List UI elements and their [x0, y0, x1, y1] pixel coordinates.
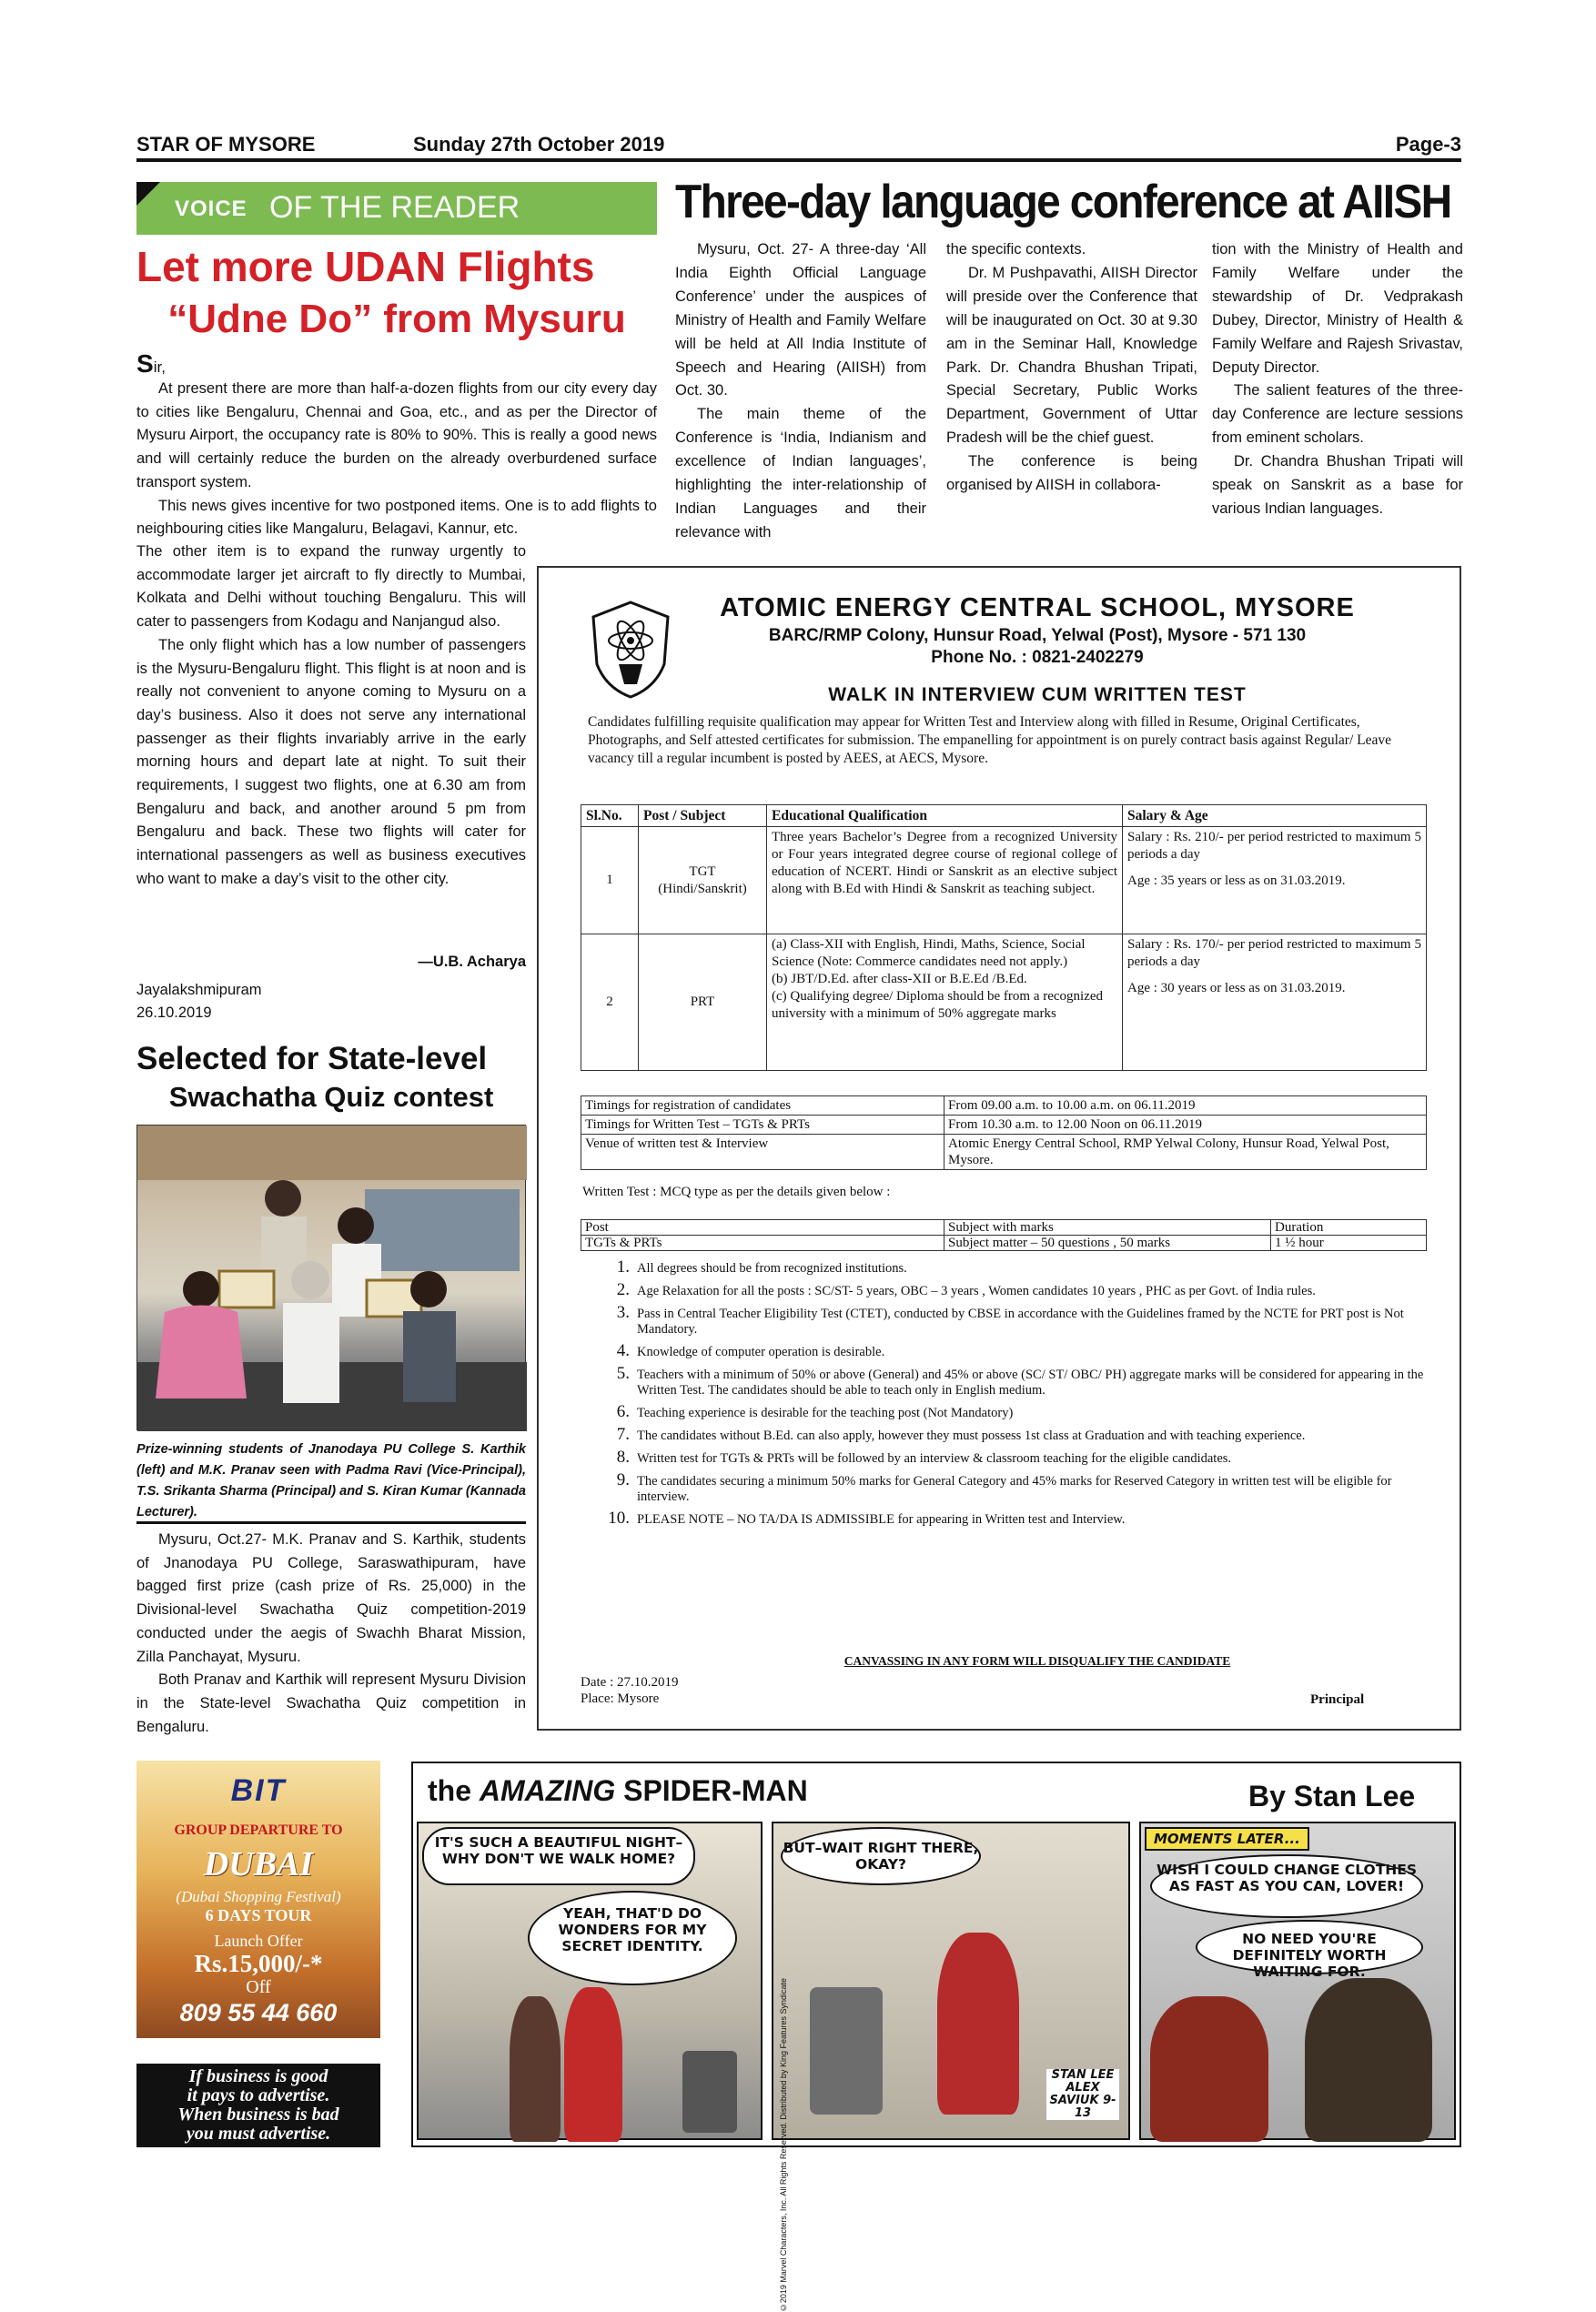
row-qualification: (a) Class-XII with English, Hindi, Maths, Science, Social Science (Note: Commerce candidates need not apply.) (b) JBT/D.Ed. after class-XII or B.E.Ed /B.Ed. (c) Qualifying degree/ Diploma should be from a recognized university with a minimum of 50% aggregate marks [767, 934, 1123, 1071]
ad-signatory: Principal [1310, 1692, 1365, 1707]
timing-value: From 10.30 a.m. to 12.00 Noon on 06.11.2019 [944, 1116, 1427, 1135]
canvassing-warning: CANVASSING IN ANY FORM WILL DISQUALIFY THE CANDIDATE [843, 1654, 1231, 1668]
ad-line: you must advertise. [186, 2124, 331, 2144]
list-item: 5. Teachers with a minimum of 50% or above (General) and 45% or above (SC/ ST/ OBC/ PH) aggregate marks will be considered for appearing in the Written Test. The candidates should be able to teach only in English medium. [616, 1364, 1424, 1398]
conference-column-1 [675, 238, 926, 545]
letter-paragraph-2-end: The other item is to expand the runway urgently to accommodate larger jet aircraft to fly directly to Mumbai, Kolkata and Delhi without touching Bengaluru. This will cater to passengers from Kodagu and Nanjangud also. [136, 543, 526, 631]
letter-paragraph-1: At present there are more than half-a-dozen flights from our city every day to cities like Bengaluru, Chennai and Goa, etc., and as per the Director of Mysuru Airport, the occupancy rate is 80% to 90%. This is really a good news and will certainly reduce the burden on the already overburdened surface transport system. [136, 380, 657, 490]
column-header: Subject with marks [944, 1220, 1271, 1236]
school-phone: Phone No. : 0821-2402279 [931, 648, 1144, 667]
quiz-subheadline: Swachatha Quiz contest [168, 1081, 494, 1113]
conference-paragraph: Mysuru, Oct. 27- A three-day ‘All India Eighth Official Language Conference’ under the auspices of Ministry of Health and Family Welfare will be held at All India Institute of Speech and Hearing (AIISH) from Oct. 30. [675, 241, 926, 399]
speech-bubble: BUT–WAIT RIGHT THERE, OKAY? [781, 1827, 981, 1885]
letter-date: 26.10.2019 [136, 1005, 212, 1021]
conference-paragraph: Dr. M Pushpavathi, AIISH Director will preside over the Conference that will be inaugurated on Oct. 30 at 9.30 am in the Seminar Hall, Knowledge Park. Dr. Chandra Bhushan Tripati, Special Secretary, Public Works Department, Government of Uttar Pradesh will be the chief guest. [946, 264, 1197, 447]
conference-paragraph: Dr. Chandra Bhushan Tripati will speak on Sanskrit as a base for various Indian languages. [1212, 453, 1463, 517]
bit-logo: BIT [230, 1773, 287, 1808]
note-text: Written test for TGTs & PRTs will be followed by an interview & classroom teaching for the eligible candidates. [637, 1451, 1232, 1466]
comic-title-italic: AMAZING [479, 1774, 616, 1807]
column-header: Duration [1271, 1220, 1427, 1236]
ad-line: (Dubai Shopping Festival) [176, 1888, 341, 1905]
column-header: Educational Qualification [767, 805, 1123, 827]
list-item: 2. Age Relaxation for all the posts : SC/ST- 5 years, OBC – 3 years , Women candidates 10 years , PHC as per Govt. of India rules. [616, 1280, 1316, 1299]
timing-label: Timings for Written Test – TGTs & PRTs [581, 1116, 944, 1135]
letter-paragraph-3: The only flight which has a low number of passengers is the Mysuru-Bengaluru flight. This flight is at noon and is really not convenient to anyone coming to Mysuru on a day’s business. Also it does not serve any international passenger as their flights invariably arrive in the early morning hours and depart late at night. To suit their requirements, I suggest two flights, one at 6.30 am from Bengaluru and back, and another around 5 pm from Bengaluru and back. These two flights will cater for international passengers as well as business executives who want to make a day’s visit to the other city. [136, 636, 526, 887]
row-post: TGT (Hindi/Sanskrit) [639, 827, 767, 934]
ad-phone: 809 55 44 660 [179, 1999, 338, 2026]
list-item: 6. Teaching experience is desirable for the teaching post (Not Mandatory) [616, 1402, 1014, 1421]
speech-bubble: WISH I COULD CHANGE CLOTHES AS FAST AS YOU CAN, LOVER! [1150, 1854, 1423, 1918]
list-item: 10. PLEASE NOTE – NO TA/DA IS ADMISSIBLE for appearing in Written test and Interview. [608, 1509, 1126, 1528]
row-age: Age : 30 years or less as on 31.03.2019. [1127, 981, 1346, 995]
column-header: Post / Subject [639, 805, 767, 827]
timing-label: Venue of written test & Interview [581, 1135, 944, 1170]
house-advertisement [136, 2064, 380, 2147]
comic-panel-1 [417, 1822, 763, 2140]
travel-advertisement [136, 1761, 380, 2038]
newspaper-name: STAR OF MYSORE [136, 133, 316, 156]
letter-address [136, 979, 262, 1025]
note-text: Knowledge of computer operation is desirable. [637, 1345, 885, 1359]
ad-date: Date : 27.10.2019 [581, 1675, 679, 1690]
salutation-rest: ir, [153, 358, 166, 376]
ad-line: 6 DAYS TOUR [205, 1906, 312, 1924]
timings-table [581, 1095, 1427, 1170]
ad-line: Launch Offer [214, 1932, 303, 1950]
note-text: Age Relaxation for all the posts : SC/ST- 5 years, OBC – 3 years , Women candidates 10 years , PHC as per Govt. of India rules. [637, 1284, 1316, 1298]
note-text: The candidates without B.Ed. can also apply, however they must possess 1st class at Graduation and with teaching experience. [637, 1429, 1306, 1443]
ad-place: Place: Mysore [581, 1691, 660, 1706]
quiz-body [136, 1529, 526, 1739]
list-item: 8. Written test for TGTs & PRTs will be followed by an interview & classroom teaching for the eligible candidates. [616, 1448, 1232, 1467]
note-text: All degrees should be from recognized institutions. [637, 1261, 907, 1276]
ad-line: When business is bad [177, 2105, 339, 2125]
interview-intro: Candidates fulfilling requisite qualification may appear for Written Test and Interview along with filled in Resume, Original Certificates, Photographs, and Self attested certificates for submission. The empanelling for appointment is on purely contract basis against Regular/ Leave vacancy till a regular incumbent is posted by AEES, at AECS, Mysore. [588, 714, 1391, 766]
ad-line: it pays to advertise. [187, 2085, 330, 2105]
letter-signature: —U.B. Acharya [418, 954, 526, 970]
conference-paragraph: The conference is being organised by AIISH in collabora- [946, 453, 1197, 494]
list-item: 7. The candidates without B.Ed. can also apply, however they must possess 1st class at Graduation and with teaching experience. [616, 1425, 1306, 1444]
quiz-headline: Selected for State-level [136, 1041, 488, 1076]
letter-paragraph-2-start: This news gives incentive for two postponed items. One is to add flights to neighbouring cities like Mangaluru, Belagavi, Kannur, etc. [136, 497, 657, 538]
conference-column-2 [946, 238, 1197, 498]
table-row [581, 934, 1427, 1071]
conference-column-3 [1212, 238, 1463, 521]
page-number: Page-3 [1395, 133, 1461, 156]
woman-figure [510, 1996, 561, 2142]
banner-corner-icon [136, 182, 160, 206]
written-test-note: Written Test : MCQ type as per the details given below : [582, 1185, 891, 1199]
spiderman-figure [564, 1987, 622, 2142]
salutation [136, 349, 166, 379]
school-name: ATOMIC ENERGY CENTRAL SCHOOL, MYSORE [720, 593, 1355, 622]
note-text: Pass in Central Teacher Eligibility Test (CTET), conducted by CBSE in accordance with the Guidelines framed by the NCTE for PRT post is Not Mandatory. [637, 1307, 1404, 1337]
table-row [581, 1236, 1427, 1251]
banner-word-rest: OF THE READER [269, 190, 520, 225]
quiz-paragraph-2: Both Pranav and Karthik will represent Mysuru Division in the State-level Swachatha Quiz competition in Bengaluru. [136, 1671, 526, 1735]
table-row [581, 827, 1427, 934]
letter-body-bottom [136, 540, 526, 892]
row-serial: 1 [581, 827, 639, 934]
note-text: Teaching experience is desirable for the teaching post (Not Mandatory) [637, 1406, 1014, 1420]
comic-credit: STAN LEE ALEX SAVIUK 9-13 [1046, 2069, 1119, 2120]
speech-bubble: IT'S SUCH A BEAUTIFUL NIGHT–WHY DON'T WE WALK HOME? [422, 1827, 695, 1885]
test-subject: Subject matter – 50 questions , 50 marks [944, 1236, 1271, 1251]
timing-value: Atomic Energy Central School, RMP Yelwal Colony, Hunsur Road, Yelwal Post, Mysore. [944, 1135, 1427, 1170]
test-table [581, 1219, 1427, 1251]
comic-title [428, 1774, 808, 1808]
comic-panel-3 [1139, 1822, 1456, 2140]
ad-line: If business is good [188, 2066, 328, 2086]
row-salary: Salary : Rs. 210/- per period restricted to maximum 5 periods a day [1127, 830, 1421, 862]
header-rule [136, 158, 1461, 162]
row-post: PRT [639, 934, 767, 1071]
table-header-row [581, 1220, 1427, 1236]
woman-figure [1150, 1996, 1268, 2142]
comic-copyright: ©2019 Marvel Characters, Inc. All Rights Reserved. Distributed by King Features Syndicate [779, 1978, 788, 2312]
note-text: PLEASE NOTE – NO TA/DA IS ADMISSIBLE for appearing in Written test and Interview. [637, 1512, 1126, 1527]
test-post: TGTs & PRTs [581, 1236, 944, 1251]
issue-date: Sunday 27th October 2019 [413, 133, 665, 156]
note-text: Teachers with a minimum of 50% or above (General) and 45% or above (SC/ ST/ OBC/ PH) aggregate marks will be considered for appearing in the Written Test. The candidates should be able to teach only in English medium. [637, 1368, 1424, 1398]
comic-title-pre: the [428, 1774, 480, 1807]
letter-body-top [136, 378, 657, 541]
trash-can [682, 2051, 737, 2133]
note-text: The candidates securing a minimum 50% marks for General Category and 45% marks for Reserved Category in written test will be eligible for interview. [637, 1474, 1392, 1504]
table-header-row [581, 805, 1427, 827]
conference-paragraph: tion with the Ministry of Health and Family Welfare under the stewardship of Dr. Vedprakash Dubey, Director, Ministry of Health & Family Welfare and Rajesh Srivastav, Deputy Director. [1212, 241, 1463, 376]
conference-paragraph: the specific contexts. [946, 241, 1086, 257]
interview-title: WALK IN INTERVIEW CUM WRITTEN TEST [828, 684, 1247, 705]
column-header: Sl.No. [581, 805, 639, 827]
photo-illustration [137, 1126, 527, 1431]
voice-of-reader-banner [136, 182, 657, 235]
row-salary-age [1123, 827, 1427, 934]
comic-panel-2 [772, 1822, 1130, 2312]
conference-headline: Three-day language conference at AIISH [675, 176, 1451, 228]
table-row [581, 1096, 1427, 1116]
list-item: 1. All degrees should be from recognized institutions. [616, 1257, 907, 1277]
table-row [581, 1116, 1427, 1135]
caption-rule [136, 1521, 526, 1524]
list-item: 9. The candidates securing a minimum 50% marks for General Category and 45% marks for Reserved Category in written test will be eligible for interview. [616, 1470, 1392, 1504]
timing-value: From 09.00 a.m. to 10.00 a.m. on 06.11.2019 [944, 1096, 1427, 1116]
school-logo-icon [591, 601, 670, 699]
list-item: 3. Pass in Central Teacher Eligibility Test (CTET), conducted by CBSE in accordance with the Guidelines framed by the NCTE for PRT post is Not Mandatory. [616, 1303, 1404, 1337]
speech-bubble: NO NEED YOU'RE DEFINITELY WORTH WAITING FOR. [1196, 1920, 1423, 1974]
table-row [581, 1135, 1427, 1170]
speech-bubble: YEAH, THAT'D DO WONDERS FOR MY SECRET IDENTITY. [528, 1891, 737, 1985]
letter-place: Jayalakshmipuram [136, 982, 262, 998]
instruction-list [601, 1257, 1429, 1535]
conference-paragraph: The main theme of the Conference is ‘India, Indianism and excellence of Indian languages’, highlighting the inter-relationship of Indian Languages and their relevance with [675, 406, 926, 540]
ad-price: Rs.15,000/-* [194, 1950, 323, 1977]
ad-destination: DUBAI [203, 1845, 314, 1883]
conference-paragraph: The salient features of the three-day Conference are lecture sessions from eminent scholars. [1212, 382, 1463, 447]
ad-line: GROUP DEPARTURE TO [174, 1822, 343, 1838]
column-header: Salary & Age [1123, 805, 1427, 827]
caption-box: MOMENTS LATER... [1145, 1827, 1309, 1851]
row-salary-age [1123, 934, 1427, 1071]
comic-byline: By Stan Lee [1248, 1780, 1416, 1812]
quiz-paragraph-1: Mysuru, Oct.27- M.K. Pranav and S. Karthik, students of Jnanodaya PU College, Saraswathipuram, have bagged first prize (cash prize of Rs. 25,000) in the Divisional-level Swachatha Quiz competition-2019 conducted under the aegis of Swachh Bharat Mission, Zilla Panchayat, Mysuru. [136, 1531, 526, 1665]
spiderman-figure [937, 1933, 1019, 2115]
trash-can [810, 1987, 883, 2115]
row-qualification: Three years Bachelor’s Degree from a recognized University or Four years integrated degree course of regional college of education of NCERT. Hindi or Sanskrit as an elective subject along with B.Ed with Hindi & Sanskrit as teaching subject. [767, 827, 1123, 934]
letter-subheadline: “Udne Do” from Mysuru [167, 297, 626, 341]
comic-title-post: SPIDER-MAN [615, 1774, 808, 1807]
row-age: Age : 35 years or less as on 31.03.2019. [1127, 873, 1346, 888]
row-salary: Salary : Rs. 170/- per period restricted to maximum 5 periods a day [1127, 937, 1421, 969]
photo-caption: Prize-winning students of Jnanodaya PU College S. Karthik (left) and M.K. Pranav seen with Padma Ravi (Vice-Principal), T.S. Srikanta Sharma (Principal) and S. Kiran Kumar (Kannada Lecturer). [136, 1442, 526, 1519]
timing-label: Timings for registration of candidates [581, 1096, 944, 1116]
vacancy-table [581, 804, 1427, 1071]
quiz-winners-photo [136, 1125, 526, 1430]
salutation-initial: S [136, 349, 154, 378]
list-item: 4. Knowledge of computer operation is desirable. [616, 1341, 885, 1360]
ad-date-place [581, 1674, 678, 1707]
test-duration: 1 ½ hour [1271, 1236, 1427, 1251]
school-address: BARC/RMP Colony, Hunsur Road, Yelwal (Post), Mysore - 571 130 [768, 626, 1307, 645]
man-figure [1305, 1978, 1432, 2142]
banner-word-voice: VOICE [175, 197, 247, 221]
column-header: Post [581, 1220, 944, 1236]
row-serial: 2 [581, 934, 639, 1071]
ad-line: Off [246, 1977, 271, 1997]
letter-headline: Let more UDAN Flights [136, 243, 595, 290]
